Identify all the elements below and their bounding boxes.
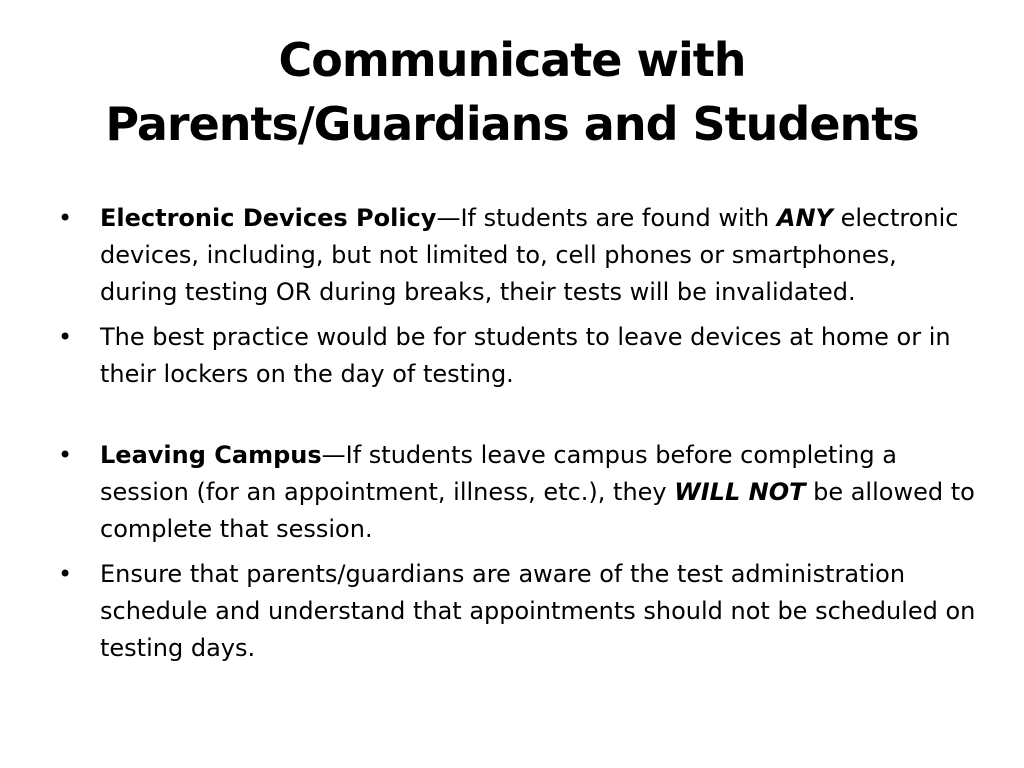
bullet-marker: •	[58, 204, 73, 232]
bullet-marker: •	[58, 441, 73, 469]
bullet-marker: •	[58, 323, 73, 351]
bullet-best-practice	[58, 319, 978, 393]
bullet-emphasis: WILL NOT	[674, 478, 806, 506]
slide-title	[40, 28, 984, 156]
bullet-marker: •	[58, 560, 73, 588]
bullet-lead: Electronic Devices Policy	[100, 204, 437, 232]
bullet-leaving-campus	[58, 437, 978, 548]
bullet-body-b: be allowed to complete that session.	[100, 478, 975, 543]
bullet-emphasis: ANY	[776, 204, 833, 232]
bullet-ensure-parents-aware	[58, 556, 978, 667]
slide-title-line-2: Parents/Guardians and Students	[105, 97, 919, 151]
bullet-text: Ensure that parents/guardians are aware of the test administration schedule and understand that appointments should not be scheduled on testing days.	[100, 560, 976, 662]
bullet-body-a: —If students leave campus before completing a session (for an appointment, illness, etc.), they	[100, 441, 897, 506]
bullet-lead: Leaving Campus	[100, 441, 322, 469]
bullet-body-a: —If students are found with	[436, 204, 777, 232]
bullet-text: The best practice would be for students to leave devices at home or in their lockers on the day of testing.	[100, 323, 951, 388]
bullet-text	[100, 437, 978, 548]
bullet-list	[58, 200, 978, 675]
slide-title-line-1: Communicate with	[278, 33, 746, 87]
bullet-text	[100, 200, 978, 311]
bullet-electronic-devices-policy	[58, 200, 978, 311]
bullet-body-b: electronic devices, including, but not limited to, cell phones or smartphones, during testing OR during breaks, their tests will be invalidated.	[100, 204, 959, 306]
